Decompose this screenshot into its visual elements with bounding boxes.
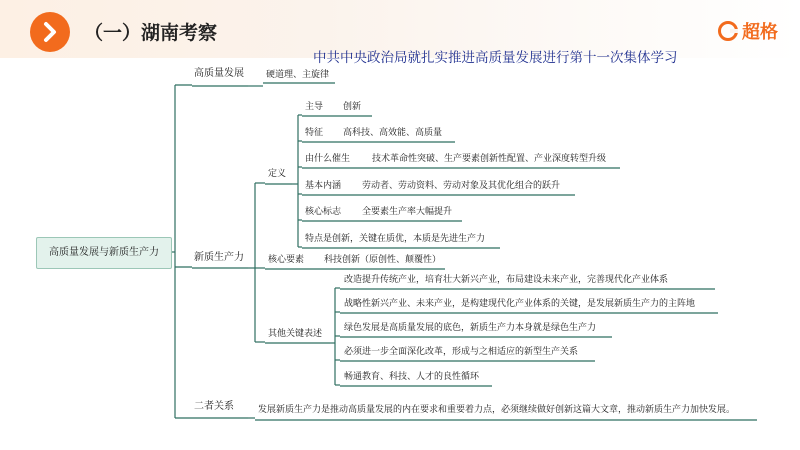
expression-item: 畅通教育、科技、人才的良性循环: [344, 372, 480, 382]
core-element-value: 科技创新（原创性、颠覆性）: [324, 255, 442, 265]
branch-new-productivity: 新质生产力: [194, 252, 244, 263]
definition-value: 创新: [343, 102, 362, 112]
definition-key: 基本内涵: [305, 181, 342, 191]
definition-key: 特点是创新，关键在质优，本质是先进生产力: [305, 234, 486, 244]
branch-relation: 二者关系: [194, 401, 234, 412]
logo-text: 超格: [742, 22, 778, 43]
definition-key: 特征: [305, 128, 324, 138]
definition-label: 定义: [268, 169, 287, 179]
definition-value: 高科技、高效能、高质量: [343, 128, 443, 138]
expression-item: 战略性新兴产业、未来产业，是构建现代化产业体系的关键，是发展新质生产力的主阵地: [344, 299, 696, 309]
definition-key: 主导: [305, 102, 324, 112]
expression-item: 改造提升传统产业，培育壮大新兴产业，布局建设未来产业，完善现代化产业体系: [344, 275, 669, 285]
expression-item: 绿色发展是高质量发展的底色，新质生产力本身就是绿色生产力: [344, 323, 597, 333]
definition-key: 由什么催生: [305, 154, 351, 164]
definition-value: 劳动者、劳动资料、劳动对象及其优化组合的跃升: [362, 181, 561, 191]
branch-high-quality: 高质量发展: [194, 68, 244, 79]
relation-text: 发展新质生产力是推动高质量发展的内在要求和重要着力点，必须继续做好创新这篇大文章，推动新质生产力加快发展。: [258, 405, 736, 415]
high-quality-child: 硬道理、主旋律: [266, 70, 330, 80]
definition-key: 核心标志: [305, 207, 342, 217]
definition-value: 技术革命性突破、生产要素创新性配置、产业深度转型升级: [372, 154, 607, 164]
expression-item: 必须进一步全面深化改革，形成与之相适应的新型生产关系: [344, 347, 579, 357]
core-element-label: 核心要素: [268, 255, 305, 265]
section-title: （一）湖南考察: [84, 22, 218, 44]
mindmap-root: 高质量发展与新质生产力: [36, 237, 172, 269]
definition-value: 全要素生产率大幅提升: [362, 207, 453, 217]
page-subtitle: 中共中央政治局就扎实推进高质量发展进行第十一次集体学习: [313, 50, 678, 66]
other-expressions-label: 其他关键表述: [268, 329, 323, 339]
